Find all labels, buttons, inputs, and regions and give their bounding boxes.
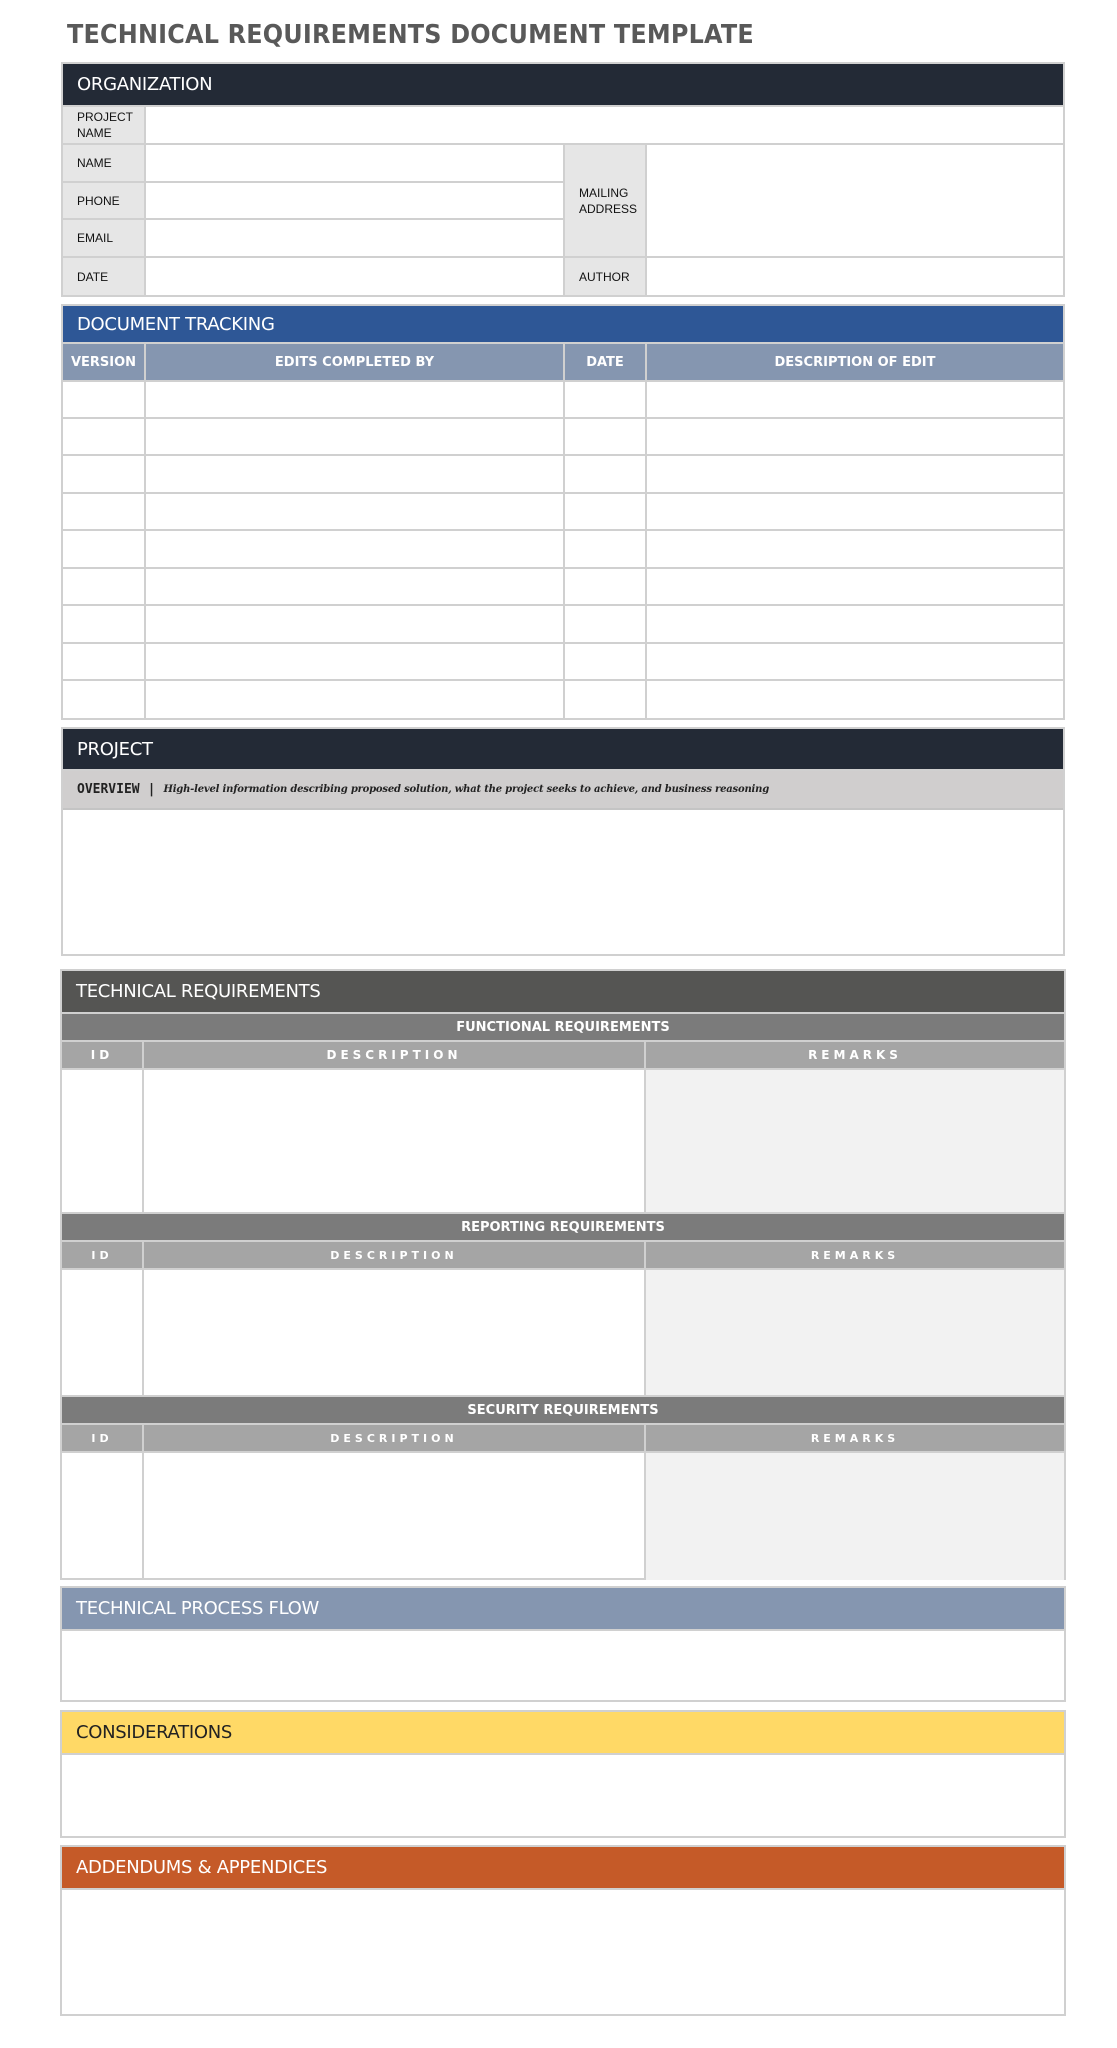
author-label: AUTHOR [565,258,647,295]
table-row [63,419,1063,456]
description-of-edit-cell[interactable] [647,681,1063,718]
edits-completed-by-cell[interactable] [146,606,565,644]
description-of-edit-cell[interactable] [647,456,1063,494]
column-header-remarks: REMARKS [646,1242,1064,1270]
name-field[interactable] [146,145,565,183]
project-name-label: PROJECT NAME [63,107,146,145]
column-header-description: DESCRIPTION [144,1042,646,1070]
version-cell[interactable] [63,644,146,681]
document-title: TECHNICAL REQUIREMENTS DOCUMENT TEMPLATE [67,20,754,50]
email-field[interactable] [146,220,565,258]
id-cell[interactable] [62,1070,144,1214]
phone-field[interactable] [146,183,565,220]
date-cell[interactable] [565,531,647,569]
mailing-address-field[interactable] [647,145,1063,258]
reporting-requirements-bar: REPORTING REQUIREMENTS [62,1214,1064,1242]
organization-section [61,62,1065,297]
date-cell[interactable] [565,569,647,606]
document-tracking-header: DOCUMENT TRACKING [63,306,1063,344]
column-header-remarks: REMARKS [646,1425,1064,1453]
functional-requirements-table [62,1042,1064,1214]
id-cell[interactable] [62,1453,144,1580]
date-cell[interactable] [565,382,647,419]
date-cell[interactable] [565,419,647,456]
id-cell[interactable] [62,1270,144,1397]
edits-completed-by-cell[interactable] [146,644,565,681]
date-cell[interactable] [565,494,647,531]
column-header-remarks: REMARKS [646,1042,1064,1070]
overview-hint: High-level information describing proposed solution, what the project seeks to achieve, and business reasoning [163,784,769,795]
table-row [63,382,1063,419]
table-row [63,644,1063,681]
description-cell[interactable] [144,1270,646,1397]
description-of-edit-cell[interactable] [647,494,1063,531]
remarks-cell[interactable] [646,1070,1064,1214]
version-cell[interactable] [63,681,146,718]
edits-completed-by-cell[interactable] [146,419,565,456]
description-of-edit-cell[interactable] [647,606,1063,644]
process-flow-field[interactable] [62,1631,1064,1700]
column-header-version: VERSION [63,344,146,382]
name-label: NAME [63,145,146,183]
edits-completed-by-cell[interactable] [146,456,565,494]
author-field[interactable] [647,258,1063,295]
description-of-edit-cell[interactable] [647,644,1063,681]
edits-completed-by-cell[interactable] [146,531,565,569]
column-header-description: DESCRIPTION [144,1425,646,1453]
column-header-description-of-edit: DESCRIPTION OF EDIT [647,344,1063,382]
description-of-edit-cell[interactable] [647,419,1063,456]
date-field[interactable] [146,258,565,295]
remarks-cell[interactable] [646,1453,1064,1580]
project-section [61,727,1065,956]
tracking-table [63,344,1063,718]
project-header: PROJECT [63,729,1063,771]
document-tracking-section [61,304,1065,720]
table-row [63,681,1063,718]
column-header-edits-completed-by: EDITS COMPLETED BY [146,344,565,382]
technical-requirements-section [60,969,1066,1580]
overview-bar [63,771,1063,810]
considerations-section [60,1710,1066,1838]
table-row [63,606,1063,644]
mailing-address-label: MAILING ADDRESS [565,145,647,258]
email-label: EMAIL [63,220,146,258]
edits-completed-by-cell[interactable] [146,494,565,531]
description-of-edit-cell[interactable] [647,382,1063,419]
addendums-field[interactable] [62,1890,1064,2014]
column-header-description: DESCRIPTION [144,1242,646,1270]
functional-requirements-bar: FUNCTIONAL REQUIREMENTS [62,1014,1064,1042]
description-of-edit-cell[interactable] [647,531,1063,569]
considerations-field[interactable] [62,1755,1064,1836]
addendums-section [60,1845,1066,2016]
organization-header: ORGANIZATION [63,64,1063,107]
version-cell[interactable] [63,606,146,644]
version-cell[interactable] [63,494,146,531]
table-row [63,531,1063,569]
addendums-header: ADDENDUMS & APPENDICES [62,1847,1064,1890]
overview-separator: | [147,782,156,797]
date-cell[interactable] [565,606,647,644]
considerations-header: CONSIDERATIONS [62,1712,1064,1755]
table-row [63,494,1063,531]
column-header-id: ID [62,1242,144,1270]
phone-label: PHONE [63,183,146,220]
remarks-cell[interactable] [646,1270,1064,1397]
technical-requirements-header: TECHNICAL REQUIREMENTS [62,971,1064,1014]
process-flow-section [60,1586,1066,1702]
column-header-id: ID [62,1042,144,1070]
reporting-requirements-table [62,1242,1064,1397]
version-cell[interactable] [63,419,146,456]
security-requirements-bar: SECURITY REQUIREMENTS [62,1397,1064,1425]
date-cell[interactable] [565,644,647,681]
version-cell[interactable] [63,456,146,494]
table-row [63,456,1063,494]
table-row [63,569,1063,606]
security-requirements-table [62,1425,1064,1580]
description-cell[interactable] [144,1453,646,1580]
description-of-edit-cell[interactable] [647,569,1063,606]
process-flow-header: TECHNICAL PROCESS FLOW [62,1588,1064,1631]
column-header-id: ID [62,1425,144,1453]
edits-completed-by-cell[interactable] [146,382,565,419]
version-cell[interactable] [63,531,146,569]
description-cell[interactable] [144,1070,646,1214]
edits-completed-by-cell[interactable] [146,569,565,606]
date-cell[interactable] [565,456,647,494]
date-cell[interactable] [565,681,647,718]
edits-completed-by-cell[interactable] [146,681,565,718]
version-cell[interactable] [63,569,146,606]
overview-field[interactable] [63,810,1063,954]
date-label: DATE [63,258,146,295]
project-name-field[interactable] [146,107,1063,145]
overview-label: OVERVIEW [77,782,140,797]
column-header-date: DATE [565,344,647,382]
version-cell[interactable] [63,382,146,419]
